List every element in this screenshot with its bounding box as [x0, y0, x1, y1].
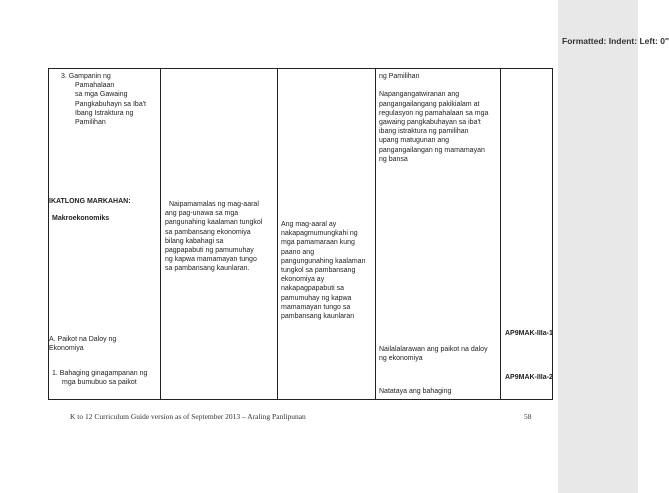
column-divider	[277, 69, 278, 399]
section-a-heading: A. Paikot na Daloy ng Ekonomiya	[49, 336, 117, 353]
learning-competency-top: ng Pamilihan Napangangatwiranan ang pangangailangang pakikialam at regulasyon ng pamahalaan sa mga gawaing pangkabuhayan sa iba't ibang istraktura ng pamilihan upang matugunan ang pangangailangan ng mamamayan ng bansa	[379, 73, 489, 163]
footer-text: K to 12 Curriculum Guide version as of September 2013 – Araling Panlipunan	[70, 412, 306, 421]
learning-competency-mid: Nailalalarawan ang paikot na daloy ng ekonomiya	[379, 346, 488, 363]
learning-competency-bottom: Natataya ang bahaging	[379, 388, 452, 395]
code-1: AP9MAK-IIIa-1	[505, 330, 553, 337]
code-2: AP9MAK-IIIa-2	[505, 374, 553, 381]
performance-standard: Ang mag-aaral ay nakapagmumungkahi ng mga pamamaraan kung paano ang pangungunahing kaalaman tungkol sa pambansang ekonomiya ay nakapagpapabuti sa pamumuhay ng kapwa mamamayan tungo sa pambansang kaunlaran	[281, 221, 366, 321]
column-divider	[500, 69, 501, 399]
curriculum-table	[48, 68, 553, 400]
column-divider	[160, 69, 161, 399]
topic-heading: Makroekonomiks	[52, 215, 110, 222]
formatting-note: Formatted: Indent: Left: 0"	[562, 36, 669, 46]
quarter-heading: IKATLONG MARKAHAN:	[49, 198, 131, 205]
comment-sidebar	[558, 0, 669, 493]
column-divider	[375, 69, 376, 399]
content-standard: Naipamamalas ng mag-aaral ang pag-unawa sa mga pangunahing kaalaman tungkol sa pambansang ekonomiya bilang kabahagi sa pagpapabuti ng pamumuhay ng kapwa mamamayan tungo sa pambansang kaunlaran.	[165, 201, 263, 273]
item-1-heading: 1. Bahaging ginagampanan ng mga bumubuo sa paikot	[52, 370, 148, 387]
page-number: 58	[524, 412, 532, 421]
item-3-heading: 3. Gampanin ng Pamahalaan sa mga Gawaing Pangkabuhayn sa Iba't Ibang Istraktura ng Pamilihan	[61, 73, 147, 127]
